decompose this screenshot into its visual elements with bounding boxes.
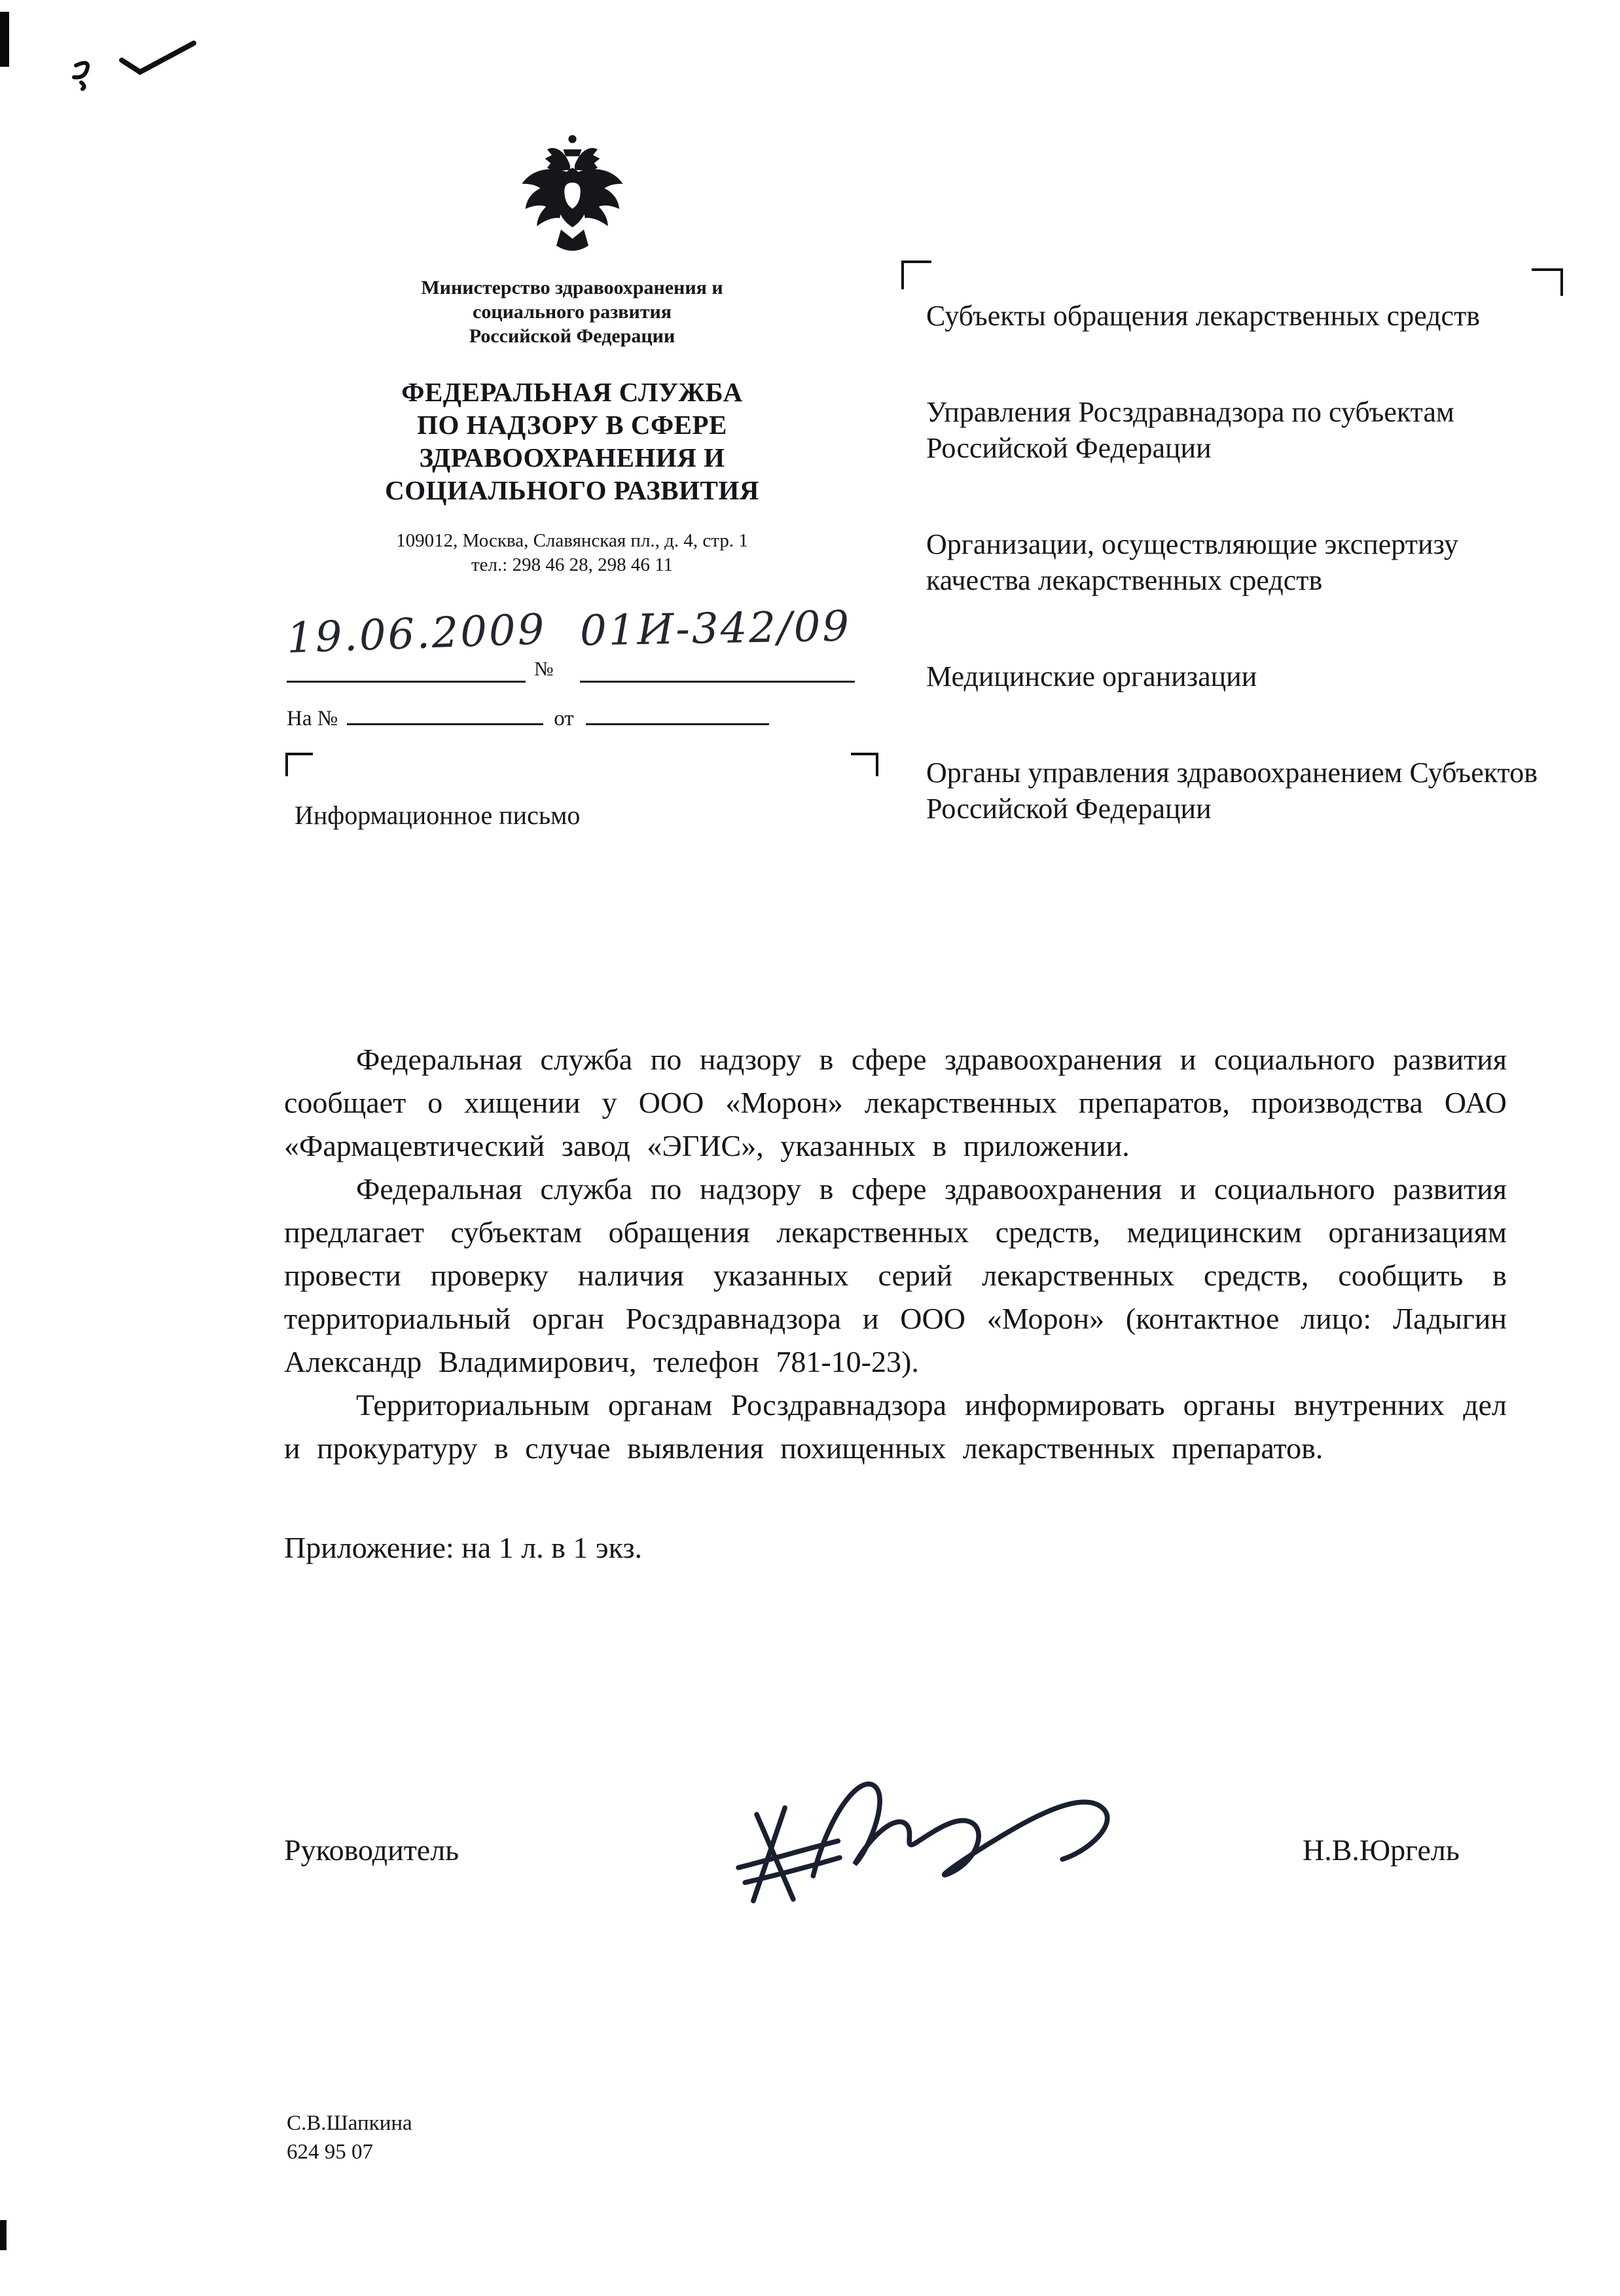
corner-bracket-left-icon <box>285 753 313 776</box>
letter-type: Информационное письмо <box>295 800 581 830</box>
scan-artifact <box>0 2220 7 2250</box>
ministry-line: социального развития <box>473 301 672 323</box>
letterhead <box>297 131 847 577</box>
handwritten-date: 19.06.2009 <box>285 605 547 663</box>
recipients-list <box>926 298 1558 887</box>
signer-name: Н.В.Юргель <box>1303 1833 1460 1867</box>
agency-phone: тел.: 298 46 28, 298 46 11 <box>471 554 673 575</box>
agency-name <box>297 376 847 507</box>
russian-coat-of-arms-icon <box>515 131 630 262</box>
letter-body <box>284 1038 1507 1565</box>
agency-address-block <box>297 529 847 577</box>
signer-position: Руководитель <box>284 1833 459 1867</box>
scan-artifact <box>0 12 9 67</box>
agency-line: СОЦИАЛЬНОГО РАЗВИТИЯ <box>385 475 759 505</box>
form-line <box>347 706 543 725</box>
recipient-item: Органы управления здравоохранением Субъектов Российской Федерации <box>926 757 1538 825</box>
number-sign: № <box>534 657 554 680</box>
handwritten-number: 01И-342/09 <box>579 602 852 656</box>
executor-phone: 624 95 07 <box>287 2140 373 2164</box>
executor-name: С.В.Шапкина <box>287 2111 412 2135</box>
form-line <box>287 681 526 683</box>
form-line <box>580 681 855 683</box>
ministry-line: Министерство здравоохранения и <box>421 277 723 298</box>
reference-prefix: На № <box>287 707 338 730</box>
scan-artifact <box>68 60 101 93</box>
recipient-item: Субъекты обращения лекарственных средств <box>926 300 1481 332</box>
recipient-item: Организации, осуществляющие экспертизу качества лекарственных средств <box>926 528 1458 596</box>
agency-line: ФЕДЕРАЛЬНАЯ СЛУЖБА <box>401 377 743 407</box>
attachment-note: Приложение: на 1 л. в 1 экз. <box>284 1531 643 1564</box>
agency-address: 109012, Москва, Славянская пл., д. 4, стр. 1 <box>396 530 748 551</box>
reference-row <box>287 706 876 731</box>
ministry-line: Российской Федерации <box>469 325 675 347</box>
executor-block <box>287 2109 412 2166</box>
ministry-name <box>297 276 847 348</box>
agency-line: ПО НАДЗОРУ В СФЕРЕ <box>417 410 727 440</box>
body-paragraph: Федеральная служба по надзору в сфере здравоохранения и социального развития предлагает субъектам обращения лекарственных средств, медицинским организациям провести проверку наличия указанных серий лекарственных средств, сообщить в территориальный орган Росздравнадзора и ООО «Морон» (контактное лицо: Ладыгин Александр Владимирович, телефон 781-10-23). <box>284 1172 1507 1378</box>
corner-bracket-right-icon <box>851 753 878 776</box>
recipient-item: Управления Росздравнадзора по субъектам Российской Федерации <box>926 396 1454 464</box>
body-paragraph: Территориальным органам Росздравнадзора информировать органы внутренних дел и прокуратуру в случае выявления похищенных лекарственных препаратов. <box>284 1388 1507 1465</box>
outgoing-date-number <box>285 602 876 706</box>
recipient-item: Медицинские организации <box>926 660 1257 692</box>
signature-icon <box>713 1734 1145 1918</box>
reference-from: от <box>554 707 574 730</box>
form-line <box>586 706 769 725</box>
scan-artifact <box>117 38 202 80</box>
agency-line: ЗДРАВООХРАНЕНИЯ И <box>419 442 725 473</box>
corner-bracket-right-icon <box>1532 268 1563 296</box>
corner-bracket-left-icon <box>901 260 931 289</box>
body-paragraph: Федеральная служба по надзору в сфере здравоохранения и социального развития сообщает о хищении у ООО «Морон» лекарственных препаратов, производства ОАО «Фармацевтический завод «ЭГИС», указанных в приложении. <box>284 1043 1507 1162</box>
